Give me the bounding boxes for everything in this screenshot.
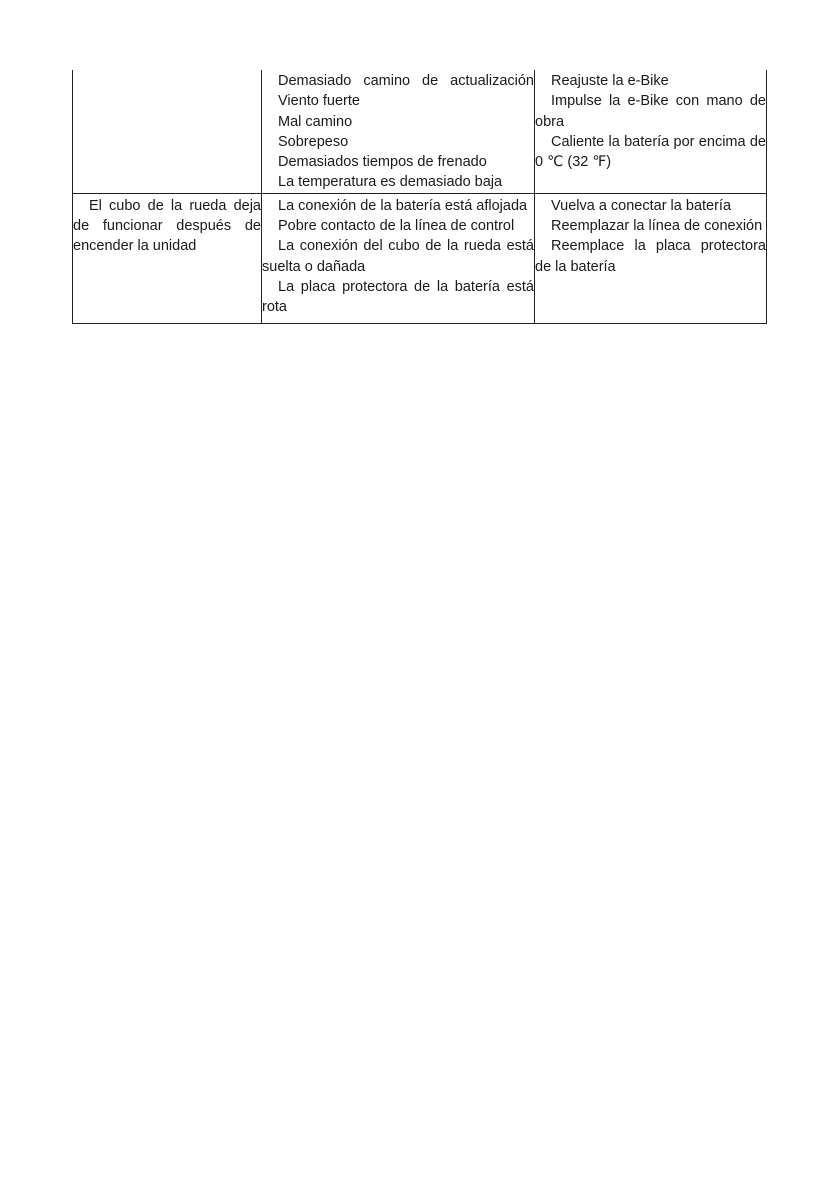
solutions-cell bbox=[535, 70, 767, 193]
cause-item: Sobrepeso bbox=[278, 133, 349, 150]
cause-item: Viento fuerte bbox=[278, 93, 360, 110]
solution-item: Reemplace la placa protectora de la batería bbox=[535, 238, 766, 275]
causes-cell bbox=[262, 193, 535, 323]
solutions-cell bbox=[535, 193, 767, 323]
table-row bbox=[73, 193, 767, 323]
symptom-text: El cubo de la rueda deja de funcionar después de encender la unidad bbox=[73, 197, 261, 255]
cause-item: Pobre contacto de la línea de control bbox=[278, 218, 515, 235]
cause-item: La temperatura es demasiado baja bbox=[278, 174, 503, 191]
cause-item: La conexión de la batería está aflojada bbox=[278, 197, 528, 214]
cause-item: Demasiado camino de actualización bbox=[278, 73, 534, 89]
solution-item: Vuelva a conectar la batería bbox=[551, 197, 732, 214]
solution-item: Impulse la e-Bike con mano de obra bbox=[535, 93, 766, 130]
cause-item: Demasiados tiempos de frenado bbox=[278, 154, 487, 171]
table-row bbox=[73, 70, 767, 193]
causes-cell bbox=[262, 70, 535, 193]
symptom-cell bbox=[73, 193, 262, 323]
symptom-cell bbox=[73, 70, 262, 193]
solution-item: Reajuste la e-Bike bbox=[551, 73, 669, 89]
solution-item: Caliente la batería por encima de 0 ℃ (32 ℉) bbox=[535, 133, 766, 171]
cause-item: La placa protectora de la batería está rota bbox=[262, 278, 534, 316]
troubleshooting-table bbox=[72, 70, 767, 324]
cause-item: Mal camino bbox=[278, 113, 353, 130]
cause-item: La conexión del cubo de la rueda está suelta o dañada bbox=[262, 238, 534, 275]
solution-item: Reemplazar la línea de conexión bbox=[551, 218, 763, 235]
